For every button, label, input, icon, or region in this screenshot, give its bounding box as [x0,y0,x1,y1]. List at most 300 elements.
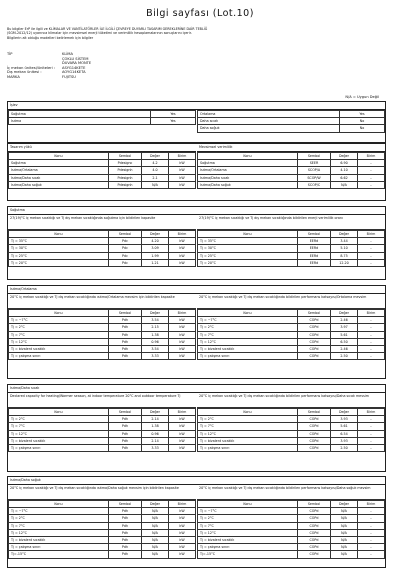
na-note: N/A = Uygun Değil [345,95,379,99]
col-header: Değer [331,153,358,160]
table-header [198,231,385,238]
table-header [198,310,385,317]
section-title: Soğutma [8,207,385,215]
table-cell: 4.10 [331,167,358,174]
info-key: MARKA [7,74,20,79]
table-row [9,338,196,345]
col-header: Sembol [298,501,331,508]
table-cell: COPd [298,324,331,331]
function-right [197,110,385,133]
table-cell: – [358,174,385,181]
table-cell: Tj = 2°C [9,515,109,522]
table-body [198,238,385,267]
table-row [198,515,385,522]
table-cell: Tj = çalışma sınırı [198,544,298,551]
intro-text [7,27,392,40]
table-row [9,416,196,423]
table-cell: Tj=-15°C [198,551,298,558]
table-cell: 6.50 [331,338,358,345]
table-row [198,338,385,345]
table-cell: Tj = çalışma sınırı [198,353,298,360]
table-cell: – [358,423,385,430]
table-cell: kW [169,331,196,338]
table-cell: kW [169,515,196,522]
table-cell: Isıtma/Daha soğuk [198,181,298,188]
col-header: Sembol [109,409,142,416]
section-desc: Declared capacity for heating/Warmer season, at indoor temperature 20°C and outdoor temperature Tj [8,393,196,408]
info-value: ASYG14KETE [62,65,86,70]
heating-average-right [197,294,385,360]
col-header: Sembol [109,501,142,508]
table-cell: Pdesignh [109,174,142,181]
table-cell: kW [169,444,196,451]
table-cell: Pdh [109,529,142,536]
table-cell: Tj = 25°C [198,252,298,259]
col-header: Birim [169,310,196,317]
table-row [198,430,385,437]
table-cell: Pdc [109,252,142,259]
table-cell: kW [169,551,196,558]
table-cell: Tj = 12°C [9,338,109,345]
col-header: Konu [9,231,109,238]
table-cell: N/A [142,529,169,536]
table-cell: Tj = 2°C [198,515,298,522]
table-cell: 6.54 [331,430,358,437]
table-row [198,111,385,118]
cell: Isıtma [9,118,151,125]
table-cell: COPd [298,331,331,338]
table-row [9,174,196,181]
table-cell: 3.33 [142,353,169,360]
cooling-section [7,206,386,280]
info-row [7,75,91,80]
info-key: Dış mekan ünitesi : [7,70,42,75]
table-cell: – [358,529,385,536]
table-cell: COPd [298,338,331,345]
table-cell: Tj = 20°C [198,259,298,266]
table-cell: 3.54 [142,345,169,352]
table-cell: kW [169,522,196,529]
table-row [198,416,385,423]
col-header: Konu [198,501,298,508]
page-title: Bilgi sayfası (Lot.10) [146,8,254,19]
heating-warmer-right [197,393,385,452]
table-cell: COPd [298,345,331,352]
table-row [9,515,196,522]
col-header: Değer [142,501,169,508]
heating-average-cop-table [197,309,385,360]
table-body [9,160,196,189]
table-cell: – [358,522,385,529]
table-cell: N/A [142,515,169,522]
table-cell: kW [169,353,196,360]
table-body [198,416,385,452]
table-cell: N/A [331,544,358,551]
section-title: Mevsimsel verimlilik [197,144,385,152]
table-cell: Tj = 20°C [9,259,109,266]
table-row [198,167,385,174]
table-cell: – [358,444,385,451]
table-cell: Tj = 7°C [198,423,298,430]
table-body [198,508,385,558]
table-cell: 6.90 [331,160,358,167]
section-desc: 20°C iç mekan sıcaklığı ve Tj dış mekan sıcaklığında bildirilen performans katsayısı/Daha soğuk mevsim [197,485,385,500]
table-cell: Pdh [109,338,142,345]
table-cell: kW [169,167,196,174]
col-header: Konu [9,310,109,317]
table-cell: 0.96 [142,338,169,345]
heating-warmer-section [7,384,386,472]
table-cell: COPd [298,551,331,558]
table-row [9,317,196,324]
col-header: Değer [142,409,169,416]
table-cell: 4.0 [142,167,169,174]
table-row [198,238,385,245]
section-desc: 20°C iç mekan sıcaklığı ve Tj dış mekan sıcaklığında bildirilen performans katsayısı/Ortalama mevsim [197,294,385,309]
section-title: Isıtma/Daha soğuk [8,477,385,485]
table-cell: Pdh [109,522,142,529]
table-cell: Tj = bivalent sıcaklık [9,345,109,352]
table-cell: COPd [298,544,331,551]
table-cell: COPd [298,317,331,324]
table-cell: N/A [142,508,169,515]
table-cell: Tj = 12°C [9,430,109,437]
table-cell: Pdh [109,416,142,423]
table-cell: Pdh [109,331,142,338]
table-cell: 2.15 [142,324,169,331]
cooling-left [8,215,196,267]
table-cell: Tj = çalışma sınırı [9,444,109,451]
col-header: Sembol [109,153,142,160]
table-cell: kW [169,181,196,188]
section-title: Isıtma/Ortalama [8,286,385,294]
col-header: Birim [358,501,385,508]
table-row [198,252,385,259]
table-cell: Isıtma/Ortalama [9,167,109,174]
cell: Soğutma [9,111,151,118]
col-header: Birim [358,310,385,317]
cell: Yes [151,111,196,118]
table-cell: Tj = çalışma sınırı [9,353,109,360]
cell: Yes [340,111,385,118]
col-header: Birim [169,153,196,160]
table-row [9,167,196,174]
table-row [9,111,196,118]
table-cell: Pdh [109,536,142,543]
table-header [9,153,196,160]
table-cell: 4.20 [142,238,169,245]
col-header: Sembol [298,153,331,160]
table-cell: N/A [331,551,358,558]
cell: No [340,118,385,125]
table-cell: Pdh [109,317,142,324]
col-header: Birim [169,231,196,238]
col-header: Sembol [109,231,142,238]
intro-line: Bilgilerin ait olduğu modelleri belirlemek için bilgiler [7,35,94,40]
table-cell: Tj = 2°C [9,324,109,331]
table-cell: kW [169,245,196,252]
table-cell: kW [169,160,196,167]
table-cell: kW [169,174,196,181]
table-body [198,317,385,360]
table-cell: kW [169,544,196,551]
table-row [198,536,385,543]
table-cell: 2.50 [331,444,358,451]
table-row [9,259,196,266]
section-desc: 20°C iç mekan sıcaklığı ve Tj dış mekan sıcaklığında ısıtma/Ortalama mevsim için bildirilen kapasite [8,294,196,309]
table-cell: N/A [142,536,169,543]
table-cell: Isıtma/Daha sıcak [9,174,109,181]
table-cell: – [358,181,385,188]
design-load-left [8,144,196,189]
table-cell: N/A [142,522,169,529]
table-cell: Pdh [109,345,142,352]
table-row [198,317,385,324]
table-header [198,501,385,508]
table-cell: 3.09 [142,245,169,252]
section-title: Tasarım yükü [8,144,196,152]
col-header: Konu [198,153,298,160]
table-cell: 1.21 [142,259,169,266]
table-cell: kW [169,423,196,430]
intro-line: Bu bilgiler ErP ile ilgili ve KLİMALAR VE VANTİLATÖRLER İLE İLGİLİ ÇEVREYE DUYARLI TASARIM GEREKLERİNE DAİR TEBLİĞ [7,27,208,31]
info-value: AOYG14KETA [62,70,86,75]
table-cell: Pdc [109,259,142,266]
table-cell: Tj = −7°C [198,508,298,515]
table-cell: Tj = 7°C [9,423,109,430]
table-cell: Tj = çalışma sınırı [198,444,298,451]
table-cell: – [358,160,385,167]
heating-colder-right [197,485,385,559]
table-row [198,125,385,132]
table-row [198,160,385,167]
table-row [9,444,196,451]
table-body [9,416,196,452]
table-body [9,317,196,360]
table-cell: – [358,245,385,252]
table-cell: Tj = bivalent sıcaklık [9,437,109,444]
col-header: Birim [358,153,385,160]
col-header: Konu [9,501,109,508]
table-header [9,501,196,508]
info-value: ÇOKLU SİSTEM [62,56,89,61]
table-cell: COPd [298,416,331,423]
table-header [9,409,196,416]
table-cell: – [358,544,385,551]
table-cell: Tj = 35°C [9,238,109,245]
cell: Yes [151,118,196,125]
seasonal-eff-right [197,144,385,189]
table-cell: N/A [142,181,169,188]
table-row [9,238,196,245]
table-cell: SCOP/C [298,181,331,188]
table-cell: N/A [331,522,358,529]
table-cell: Tj = 30°C [198,245,298,252]
table-cell: 8.75 [331,252,358,259]
table-row [198,181,385,188]
table-cell: Pdh [109,437,142,444]
table-cell: kW [169,338,196,345]
table-cell: COPd [298,437,331,444]
table-row [9,353,196,360]
table-cell: Tj = bivalent sıcaklık [198,345,298,352]
col-header: Konu [198,409,298,416]
table-row [198,423,385,430]
table-cell: Tj = 12°C [198,529,298,536]
design-load-table [8,152,196,189]
cooling-cap-table [8,230,196,267]
table-cell: 0.96 [142,430,169,437]
table-cell: N/A [331,536,358,543]
section-desc: 20°C iç mekan sıcaklığı ve Tj dış mekan sıcaklığında ısıtma/Daha soğuk mevsim için bildirilen kapasite [8,485,196,500]
info-key: TİP [7,52,13,56]
table-cell: Pdesignc [109,160,142,167]
table-cell: Isıtma/Daha sıcak [198,174,298,181]
table-header [198,409,385,416]
table-cell: N/A [331,515,358,522]
table-cell: Tj = 30°C [9,245,109,252]
table-row [198,259,385,266]
table-row [9,181,196,188]
table-cell: N/A [142,544,169,551]
table-cell: Pdesignh [109,167,142,174]
table-row [9,245,196,252]
table-cell: 3.93 [331,416,358,423]
table-cell: SCOP/A [298,167,331,174]
table-cell: kW [169,508,196,515]
table-cell: – [358,430,385,437]
table-cell: kW [169,238,196,245]
table-cell: kW [169,416,196,423]
col-header: Değer [331,310,358,317]
table-body [198,160,385,189]
table-cell: kW [169,430,196,437]
table-row [198,551,385,558]
table-row [198,245,385,252]
table-cell: 5.61 [331,423,358,430]
table-cell: Tj = bivalent sıcaklık [198,536,298,543]
table-cell: 3.44 [331,238,358,245]
table-cell: kW [169,324,196,331]
cell: Daha soğuk [198,125,340,132]
section-desc: 27(19)°C iç mekan sıcaklığı ve Tj dış mekan sıcaklığında bildirilen enerji verimlilik oranı [197,215,385,230]
table-cell: Tj = 2°C [9,416,109,423]
table-row [198,544,385,551]
heating-warmer-cap-table [8,408,196,452]
function-left [8,110,196,125]
table-cell: – [358,437,385,444]
section-title: Isıtma/Daha sıcak [8,385,385,393]
table-cell: COPd [298,536,331,543]
table-cell: – [358,416,385,423]
col-header: Değer [142,153,169,160]
table-cell: 2.50 [331,353,358,360]
table-cell: 4.2 [142,160,169,167]
table-row [9,529,196,536]
table-cell: – [358,167,385,174]
cooling-right [197,215,385,267]
col-header: Birim [358,231,385,238]
table-cell: – [358,324,385,331]
table-cell: kW [169,252,196,259]
table-cell: – [358,338,385,345]
col-header: Değer [331,501,358,508]
table-row [198,345,385,352]
table-cell: Pdh [109,551,142,558]
table-cell: Tj = bivalent sıcaklık [9,536,109,543]
table-row [9,345,196,352]
table-row [198,331,385,338]
table-cell: – [358,238,385,245]
table-cell: Tj = −7°C [9,508,109,515]
heating-warmer-left [8,393,196,452]
table-cell: – [358,345,385,352]
heating-warmer-cop-table [197,408,385,452]
table-row [9,508,196,515]
heating-colder-cop-table [197,500,385,559]
table-cell: COPd [298,430,331,437]
table-cell: kW [169,529,196,536]
heating-colder-left [8,485,196,559]
table-cell: Pdh [109,544,142,551]
heating-average-cap-table [8,309,196,360]
section-desc: 20°C iç mekan sıcaklığı ve Tj dış mekan sıcaklığında bildirilen performans katsayısı/Daha sıcak mevsim [197,393,385,408]
table-row [9,252,196,259]
table-cell: 2.1 [142,174,169,181]
table-header [198,153,385,160]
table-cell: Pdh [109,444,142,451]
table-cell: kW [169,536,196,543]
design-load-section [7,143,386,201]
seasonal-eff-table [197,152,385,189]
table-cell: COPd [298,522,331,529]
table-cell: Pdesignh [109,181,142,188]
table-cell: COPd [298,529,331,536]
table-cell: 3.97 [331,324,358,331]
table-row [9,544,196,551]
table-cell: EERd [298,245,331,252]
table-cell: Pdc [109,245,142,252]
table-cell: 5.10 [331,245,358,252]
table-row [9,551,196,558]
table-row [9,430,196,437]
table-cell: Isıtma/Daha soğuk [9,181,109,188]
table-row [198,522,385,529]
table-cell: Tj = 7°C [9,331,109,338]
table-cell: Tj = −7°C [9,317,109,324]
col-header: Birim [169,501,196,508]
table-cell: Pdc [109,238,142,245]
table-cell: 1.38 [142,331,169,338]
table-cell: Tj=-15°C [9,551,109,558]
cooling-eer-table [197,230,385,267]
table-cell: N/A [331,508,358,515]
table-cell: 6.62 [331,174,358,181]
table-cell: Pdh [109,353,142,360]
model-info [7,52,91,80]
col-header: Konu [9,409,109,416]
table-row [9,324,196,331]
table-cell: 2.14 [142,437,169,444]
heating-average-left [8,294,196,360]
table-row [9,160,196,167]
table-cell: Pdh [109,508,142,515]
table-cell: 2.46 [331,345,358,352]
heating-average-section [7,285,386,379]
info-value: FUJITSU [62,74,76,79]
function-section [7,101,386,143]
table-cell: Pdh [109,324,142,331]
